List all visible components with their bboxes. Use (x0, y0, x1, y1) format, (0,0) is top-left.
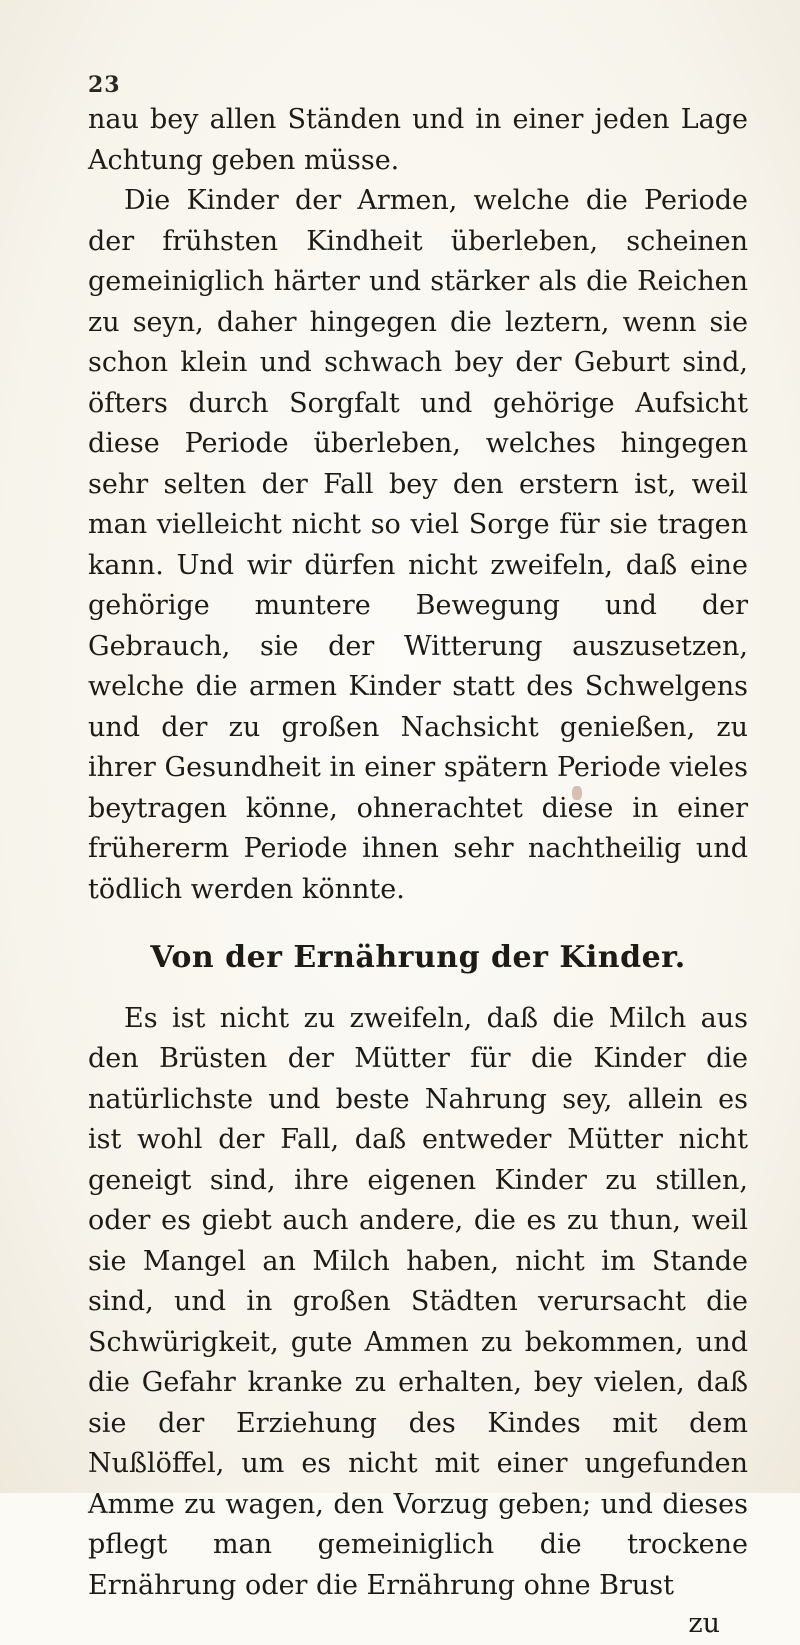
page-number: 23 (88, 72, 121, 98)
paragraph-nutrition: Es ist nicht zu zweifeln, daß die Milch aus den Brüsten der Mütter für die Kinder die natürlichste und beste Nahrung sey, allein es ist wohl der Fall, daß entweder Mütter nicht geneigt sind, ihre eigenen Kinder zu stillen, oder es giebt auch andere, die es zu thun, weil sie Mangel an Milch haben, nicht im Stande sind, und in großen Städten verursacht die Schwürigkeit, gute Ammen zu bekommen, und die Gefahr kranke zu erhalten, bey vielen, daß sie der Erziehung des Kindes mit dem Nußlöffel, um es nicht mit einer ungefunden Amme zu wagen, den Vorzug geben; und dieses pflegt man gemeiniglich die trockene Ernährung oder die Ernährung ohne Brust (88, 1002, 748, 1601)
paragraph-children-of-poor: Die Kinder der Armen, welche die Periode der frühsten Kindheit überleben, scheinen gemeiniglich härter und stärker als die Reichen zu seyn, daher hingegen die leztern, wenn sie schon klein und schwach bey der Geburt sind, öfters durch Sorgfalt und gehörige Aufsicht diese Periode überleben, welches hingegen sehr selten der Fall bey den erstern ist, weil man vielleicht nicht so viel Sorge für sie tragen kann. Und wir dürfen nicht zweifeln, daß eine gehörige muntere Bewegung und der Gebrauch, sie der Witterung auszusetzen, welche die armen Kinder statt des Schwelgens und der zu großen Nachsicht genießen, zu ihrer Gesundheit in einer spätern Periode vieles beytragen könne, ohnerachtet diese in einer frühererm Periode ihnen sehr nachtheilig und tödlich werden könnte. (88, 185, 748, 905)
ink-stain (572, 786, 582, 800)
page-body (88, 100, 748, 1645)
paragraph-continuation: nau bey allen Ständen und in einer jeden Lage Achtung geben müsse. (88, 104, 748, 176)
catchword: zu (688, 1608, 720, 1639)
section-heading: Von der Ernährung der Kinder. (150, 940, 686, 975)
